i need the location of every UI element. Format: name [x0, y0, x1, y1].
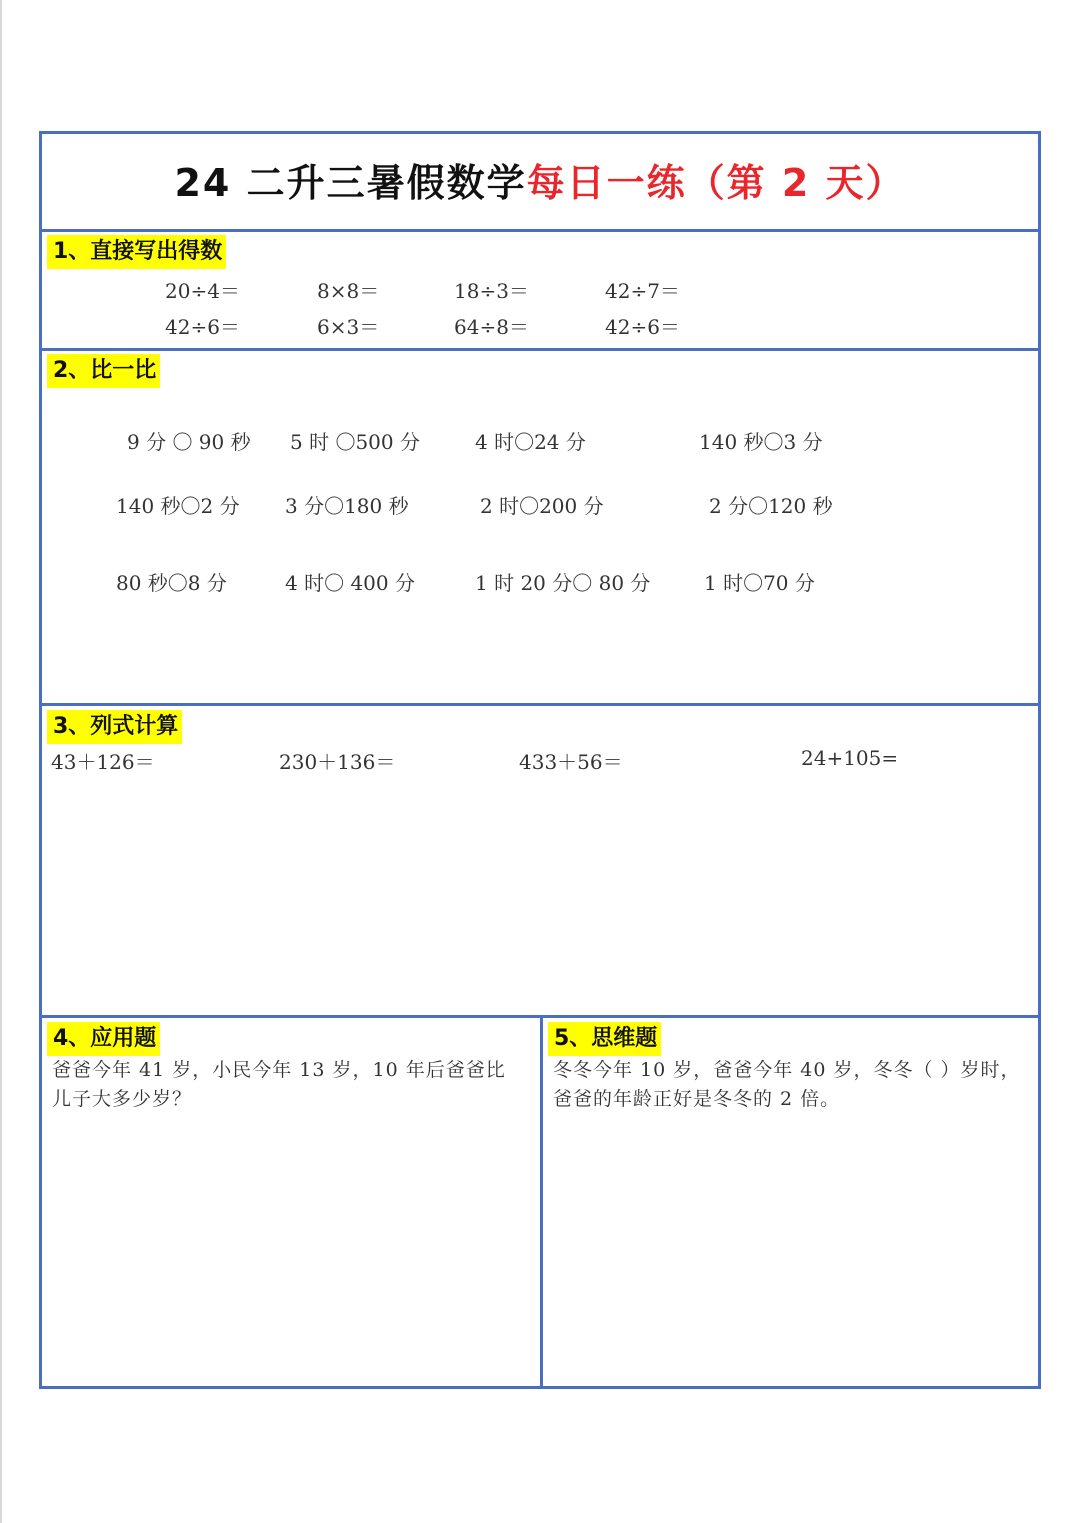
section1-heading: 1、直接写出得数: [47, 235, 226, 269]
title-highlight: 每日一练（第 2 天）: [526, 161, 906, 205]
oral-calc-item: 8×8＝: [317, 279, 380, 303]
divider-section2: [42, 703, 1038, 706]
section3-heading: 3、列式计算: [47, 710, 182, 744]
divider-title: [42, 229, 1038, 232]
compare-item: 2 时〇200 分: [480, 494, 604, 518]
compare-item: 4 时〇24 分: [475, 430, 586, 454]
page-edge-line: [0, 0, 2, 1523]
written-calc-item: 24+105=: [801, 746, 899, 770]
compare-item: 1 时 20 分〇 80 分: [475, 571, 651, 595]
section4-heading: 4、应用题: [47, 1022, 160, 1056]
compare-item: 140 秒〇3 分: [699, 430, 823, 454]
written-calc-item: 43＋126＝: [51, 750, 155, 774]
compare-item: 9 分 〇 90 秒: [127, 430, 251, 454]
oral-calc-item: 42÷6＝: [165, 315, 240, 339]
compare-item: 140 秒〇2 分: [116, 494, 240, 518]
oral-calc-item: 42÷6＝: [605, 315, 680, 339]
compare-item: 3 分〇180 秒: [285, 494, 409, 518]
oral-calc-item: 20÷4＝: [165, 279, 240, 303]
section2-heading: 2、比一比: [47, 354, 160, 388]
divider-vertical: [540, 1015, 543, 1389]
word-problem-text: 爸爸今年 41 岁，小民今年 13 岁，10 年后爸爸比儿子大多少岁？: [52, 1059, 506, 1110]
written-calc-item: 433＋56＝: [519, 750, 623, 774]
compare-item: 4 时〇 400 分: [285, 571, 415, 595]
section5-heading: 5、思维题: [548, 1022, 661, 1056]
oral-calc-item: 18÷3＝: [454, 279, 529, 303]
title-prefix: 24 二升三暑假数学: [174, 161, 527, 205]
thinking-problem-text: 冬冬今年 10 岁，爸爸今年 40 岁，冬冬（ ）岁时，爸爸的年龄正好是冬冬的 2 倍。: [553, 1059, 1021, 1110]
oral-calc-item: 6×3＝: [317, 315, 380, 339]
compare-item: 5 时 〇500 分: [290, 430, 420, 454]
oral-calc-item: 64÷8＝: [454, 315, 529, 339]
oral-calc-item: 42÷7＝: [605, 279, 680, 303]
divider-section1: [42, 348, 1038, 351]
worksheet-title: [42, 152, 1038, 207]
worksheet: [39, 131, 1041, 1389]
compare-item: 2 分〇120 秒: [709, 494, 833, 518]
written-calc-item: 230＋136＝: [279, 750, 396, 774]
compare-item: 80 秒〇8 分: [116, 571, 227, 595]
compare-item: 1 时〇70 分: [704, 571, 815, 595]
